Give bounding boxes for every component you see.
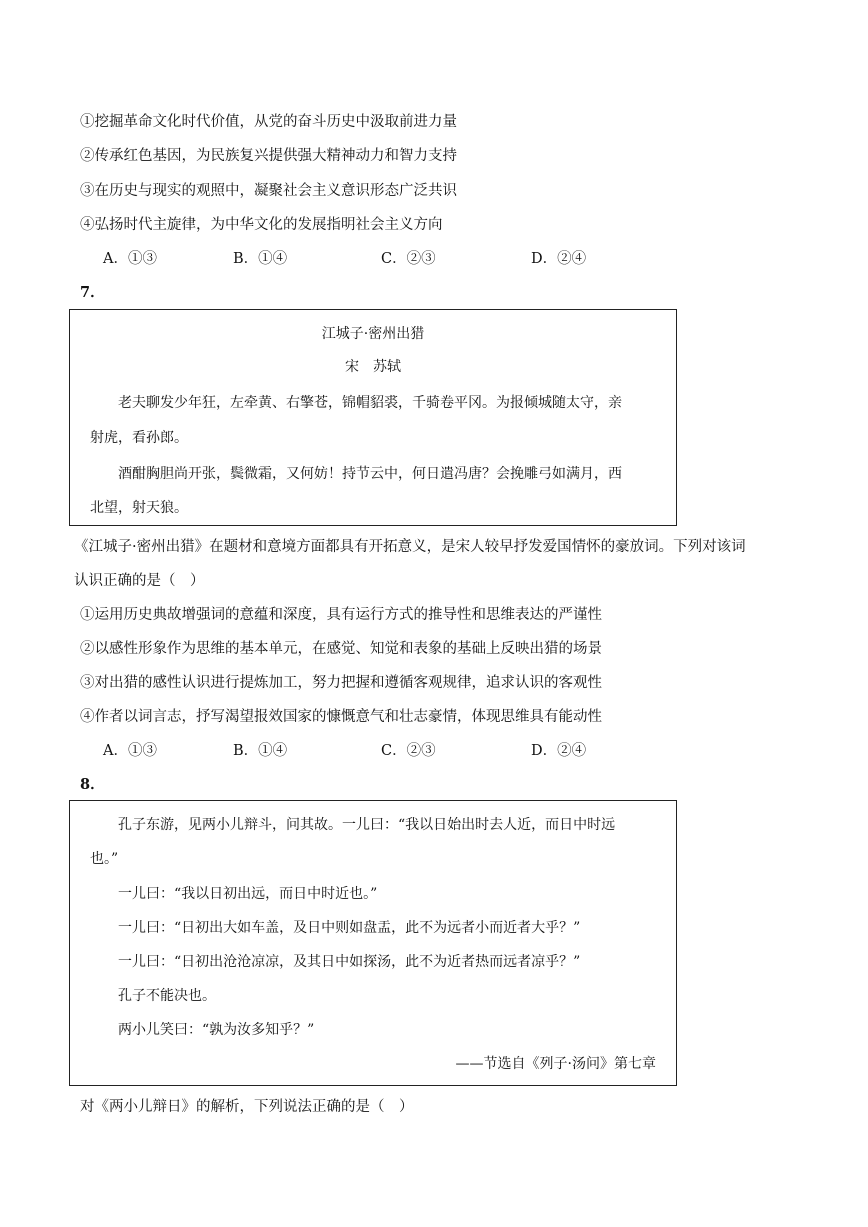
q6-options	[103, 249, 703, 269]
q8-number: 8．	[80, 776, 105, 793]
q7-item-4: ④作者以词言志，抒写渴望报效国家的慷慨意气和壮志豪情，体现思维具有能动性	[80, 709, 602, 725]
poem-title: 江城子·密州出猎	[321, 326, 425, 342]
q6-item-1: ①挖掘革命文化时代价值，从党的奋斗历史中汲取前进力量	[80, 114, 457, 130]
q8-passage-box	[69, 800, 677, 1086]
passage-line: 孔子东游，见两小儿辩斗，问其故。一儿曰：“我以日始出时去人近，而日中时远	[118, 817, 616, 833]
q6-option-c[interactable]: C．②③	[381, 251, 436, 267]
q8-stem: 对《两小儿辩日》的解析，下列说法正确的是（ ）	[80, 1099, 414, 1115]
q7-stem-line-1: 《江城子·密州出猎》在题材和意境方面都具有开拓意义，是宋人较早抒发爱国情怀的豪放词。下列对该词	[74, 539, 746, 555]
q6-item-3: ③在历史与现实的观照中，凝聚社会主义意识形态广泛共识	[80, 183, 457, 199]
q7-item-1: ①运用历史典故增强词的意蕴和深度，具有运行方式的推导性和思维表达的严谨性	[80, 607, 602, 623]
q7-option-a[interactable]: A．①③	[103, 743, 157, 759]
passage-line: 孔子不能决也。	[118, 988, 216, 1004]
q7-number: 7．	[80, 284, 105, 301]
q6-option-b[interactable]: B．①④	[233, 251, 288, 267]
passage-line: 一儿曰：“我以日初出远，而日中时近也。”	[118, 886, 378, 902]
q6-option-d[interactable]: D．②④	[531, 251, 587, 267]
q7-options	[103, 741, 703, 761]
poem-line: 北望，射天狼。	[90, 500, 188, 516]
passage-line: 一儿曰：“日初出大如车盖，及日中则如盘盂，此不为远者小而近者大乎？”	[118, 920, 581, 936]
poem-author: 宋 苏轼	[345, 359, 401, 375]
q7-option-b[interactable]: B．①④	[233, 743, 288, 759]
q7-stem-line-2: 认识正确的是（ ）	[74, 573, 205, 589]
poem-line: 射虎，看孙郎。	[90, 430, 188, 446]
poem-line: 酒酣胸胆尚开张，鬓微霜，又何妨！持节云中，何日遣冯唐？会挽雕弓如满月，西	[118, 466, 622, 482]
q6-item-2: ②传承红色基因，为民族复兴提供强大精神动力和智力支持	[80, 148, 457, 164]
passage-line: 两小儿笑曰：“孰为汝多知乎？”	[118, 1022, 315, 1038]
passage-source: ——节选自《列子·汤问》第七章	[455, 1056, 656, 1072]
q7-option-c[interactable]: C．②③	[381, 743, 436, 759]
q7-item-2: ②以感性形象作为思维的基本单元，在感觉、知觉和表象的基础上反映出猎的场景	[80, 641, 602, 657]
q6-option-a[interactable]: A．①③	[103, 251, 157, 267]
q7-item-3: ③对出猎的感性认识进行提炼加工，努力把握和遵循客观规律，追求认识的客观性	[80, 675, 602, 691]
q6-item-4: ④弘扬时代主旋律，为中华文化的发展指明社会主义方向	[80, 217, 443, 233]
passage-line: 也。”	[90, 851, 119, 867]
q7-poem-box	[69, 309, 677, 526]
poem-line: 老夫聊发少年狂，左牵黄、右擎苍，锦帽貂裘，千骑卷平冈。为报倾城随太守，亲	[118, 395, 622, 411]
q7-option-d[interactable]: D．②④	[531, 743, 587, 759]
passage-line: 一儿曰：“日初出沧沧凉凉，及其日中如探汤，此不为近者热而远者凉乎？”	[118, 954, 581, 970]
